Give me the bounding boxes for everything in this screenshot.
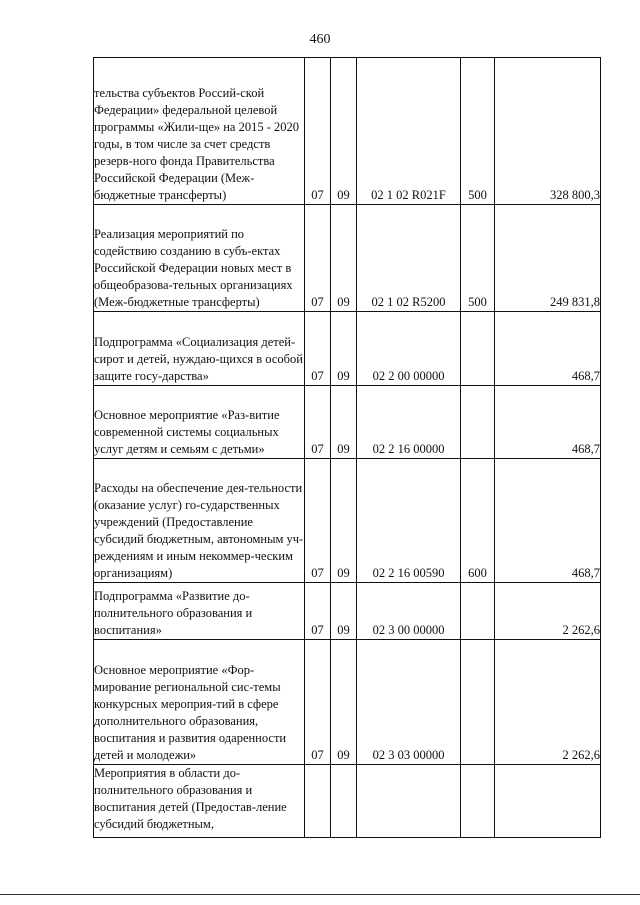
section-code	[305, 765, 331, 838]
amount	[495, 765, 601, 838]
page-number: 460	[309, 32, 331, 47]
amount: 468,7	[495, 312, 601, 386]
subsection-code	[331, 765, 357, 838]
expense-name: Подпрограмма «Развитие до-полнительного образования и воспитания»	[94, 583, 305, 640]
table-row	[94, 583, 601, 640]
expense-name: тельства субъектов Россий-ской Федерации» федеральной целевой программы «Жили-ще» на 2015 - 2020 годы, в том числе за счет средств резерв-ного фонда Правительства Российской Федерации (Меж-бюджетные трансферты)	[94, 58, 305, 205]
subsection-code: 09	[331, 386, 357, 459]
target-article-code	[357, 765, 461, 838]
target-article-code: 02 2 16 00590	[357, 459, 461, 583]
target-article-code: 02 2 00 00000	[357, 312, 461, 386]
section-code: 07	[305, 58, 331, 205]
table-row	[94, 386, 601, 459]
subsection-code: 09	[331, 640, 357, 765]
amount: 249 831,8	[495, 205, 601, 312]
target-article-code: 02 1 02 R5200	[357, 205, 461, 312]
expense-type-code	[461, 312, 495, 386]
amount: 2 262,6	[495, 640, 601, 765]
expense-type-code: 600	[461, 459, 495, 583]
target-article-code: 02 2 16 00000	[357, 386, 461, 459]
expense-type-code: 500	[461, 205, 495, 312]
expense-type-code	[461, 386, 495, 459]
subsection-code: 09	[331, 205, 357, 312]
table-row	[94, 459, 601, 583]
amount: 468,7	[495, 386, 601, 459]
subsection-code: 09	[331, 312, 357, 386]
target-article-code: 02 1 02 R021F	[357, 58, 461, 205]
amount: 2 262,6	[495, 583, 601, 640]
target-article-code: 02 3 03 00000	[357, 640, 461, 765]
amount: 468,7	[495, 459, 601, 583]
section-code: 07	[305, 386, 331, 459]
table-row	[94, 640, 601, 765]
subsection-code: 09	[331, 58, 357, 205]
subsection-code: 09	[331, 459, 357, 583]
budget-table	[93, 57, 601, 838]
section-code: 07	[305, 640, 331, 765]
expense-name: Реализация мероприятий по содействию созданию в субъ-ектах Российской Федерации новых мест в общеобразова-тельных организациях (Меж-бюджетные трансферты)	[94, 205, 305, 312]
expense-name: Мероприятия в области до-полнительного образования и воспитания детей (Предостав-ление субсидий бюджетным,	[94, 765, 305, 838]
expense-type-code	[461, 765, 495, 838]
table-row	[94, 765, 601, 838]
section-code: 07	[305, 583, 331, 640]
expense-type-code	[461, 640, 495, 765]
target-article-code: 02 3 00 00000	[357, 583, 461, 640]
expense-name: Подпрограмма «Социализация детей-сирот и детей, нуждаю-щихся в особой защите госу-дарства»	[94, 312, 305, 386]
table-row	[94, 58, 601, 205]
amount: 328 800,3	[495, 58, 601, 205]
expense-type-code: 500	[461, 58, 495, 205]
expense-name: Основное мероприятие «Фор-мирование региональной сис-темы конкурсных мероприя-тий в сфере дополнительного образования, воспитания и развития одаренности детей и молодежи»	[94, 640, 305, 765]
section-code: 07	[305, 205, 331, 312]
table-row	[94, 312, 601, 386]
bottom-rule	[0, 894, 640, 895]
subsection-code: 09	[331, 583, 357, 640]
expense-name: Основное мероприятие «Раз-витие современной системы социальных услуг детям и семьям с детьми»	[94, 386, 305, 459]
section-code: 07	[305, 459, 331, 583]
expense-name: Расходы на обеспечение дея-тельности (оказание услуг) го-сударственных учреждений (Предоставление субсидий бюджетным, автономным уч-реждениям и иным некоммер-ческим организациям)	[94, 459, 305, 583]
table-row	[94, 205, 601, 312]
section-code: 07	[305, 312, 331, 386]
expense-type-code	[461, 583, 495, 640]
